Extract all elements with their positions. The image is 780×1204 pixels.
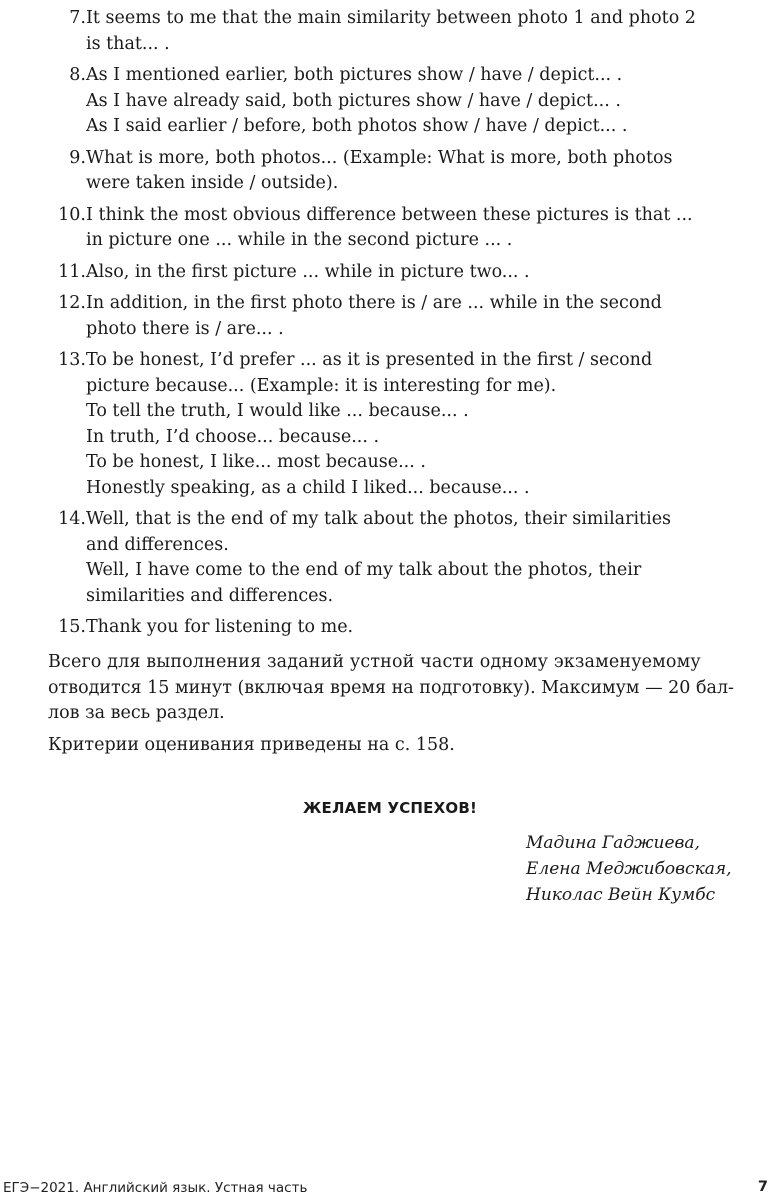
item-line: As I mentioned earlier, both pictures show / have / depict... . — [86, 65, 623, 85]
item-line: in picture one ... while in the second picture ... . — [86, 230, 513, 250]
item-text — [86, 260, 738, 286]
paragraph-line: Всего для выполнения заданий устной части одному экзаменуемому — [48, 652, 701, 672]
item-number: 14. — [58, 509, 86, 529]
item-number: 15. — [58, 617, 86, 637]
item-line: is that... . — [86, 33, 170, 54]
item-line: In truth, I’d choose... because... . — [86, 426, 380, 447]
footer-title: ЕГЭ−2021. Английский язык. Устная часть — [3, 1180, 308, 1196]
list-item — [48, 507, 738, 609]
item-text — [86, 6, 738, 57]
paragraph-line: Критерии оценивания приведены на с. 158. — [48, 735, 455, 755]
item-number: 10. — [58, 204, 86, 225]
item-line: Also, in the first picture ... while in picture two... . — [86, 261, 530, 282]
list-item — [48, 6, 738, 57]
page-number: 7 — [757, 1179, 768, 1195]
list-item — [48, 348, 738, 501]
item-line: As I said earlier / before, both photos show / have / depict... . — [86, 116, 628, 136]
item-line: It seems to me that the main similarity between photo 1 and photo 2 — [86, 8, 696, 28]
item-line: As I have already said, both pictures show / have / depict... . — [86, 90, 621, 111]
item-number: 8. — [69, 65, 86, 85]
item-number: 13. — [58, 350, 86, 370]
item-line: To be honest, I’d prefer ... as it is presented in the first / second — [86, 350, 653, 370]
item-line: and differences. — [86, 534, 229, 555]
list-item — [48, 291, 738, 342]
item-number: 12. — [58, 293, 86, 313]
item-line: I think the most obvious difference between these pictures is that ... — [86, 204, 693, 225]
list-item — [48, 63, 738, 140]
author-name: Елена Меджибовская, — [526, 859, 732, 879]
list-item — [48, 615, 738, 641]
item-line: photo there is / are... . — [86, 318, 284, 339]
item-line: To be honest, I like... most because... . — [86, 452, 426, 472]
exam-time-paragraph — [48, 650, 738, 727]
criteria-paragraph — [48, 733, 738, 759]
item-line: Well, that is the end of my talk about the photos, their similarities — [86, 509, 672, 529]
author-name: Николас Вейн Кумбс — [526, 885, 716, 905]
item-text — [86, 615, 738, 641]
item-line: Well, I have come to the end of my talk about the photos, their — [86, 560, 642, 580]
phrase-list — [48, 6, 738, 647]
item-text — [86, 146, 738, 197]
item-line: picture because... (Example: it is interesting for me). — [86, 375, 557, 396]
author-name: Мадина Гаджиева, — [526, 833, 700, 853]
list-item — [48, 146, 738, 197]
item-line: Honestly speaking, as a child I liked... because... . — [86, 477, 530, 498]
item-text — [86, 348, 738, 501]
item-text — [86, 291, 738, 342]
item-text — [86, 507, 738, 609]
item-number: 11. — [58, 261, 86, 282]
item-line: were taken inside / outside). — [86, 173, 339, 193]
item-text — [86, 203, 738, 254]
list-item — [48, 260, 738, 286]
authors-block — [526, 830, 776, 908]
item-line: To tell the truth, I would like ... because... . — [86, 401, 469, 421]
item-number: 7. — [69, 8, 86, 28]
item-text — [86, 63, 738, 140]
item-line: What is more, both photos... (Example: What is more, both photos — [86, 147, 673, 168]
item-number: 9. — [69, 147, 86, 168]
item-line: In addition, in the first photo there is / are ... while in the second — [86, 293, 662, 313]
item-line: similarities and differences. — [86, 585, 334, 606]
good-luck-heading: ЖЕЛАЕМ УСПЕХОВ! — [302, 799, 478, 817]
list-item — [48, 203, 738, 254]
paragraph-line: лов за весь раздел. — [48, 703, 225, 723]
paragraph-line: отводится 15 минут (включая время на подготовку). Максимум — 20 бал- — [48, 677, 734, 698]
item-line: Thank you for listening to me. — [86, 617, 354, 637]
